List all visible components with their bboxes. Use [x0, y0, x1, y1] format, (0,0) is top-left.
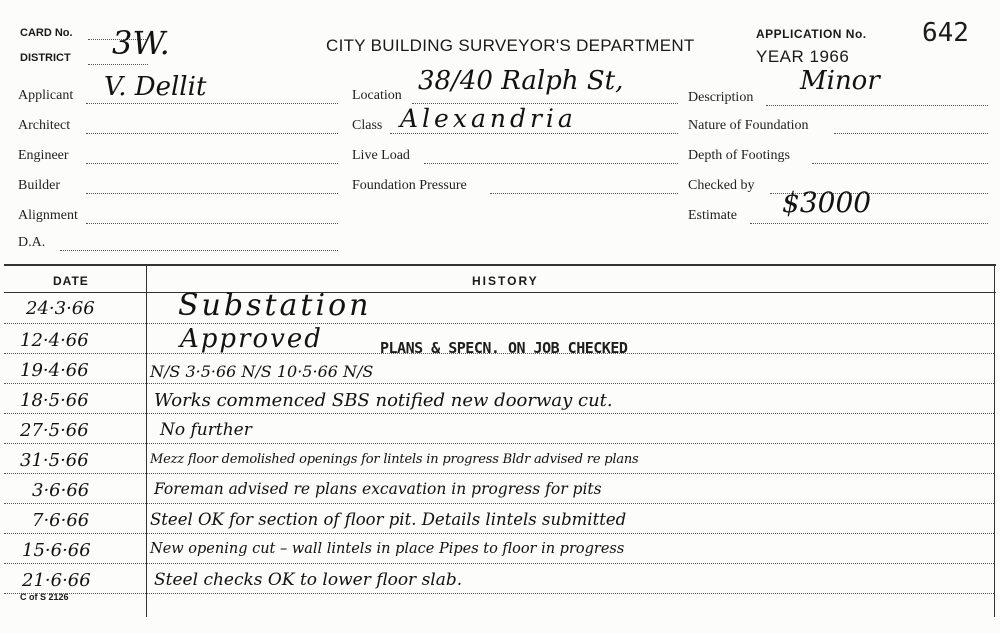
- da-line: [60, 250, 338, 251]
- history-row: [0, 414, 1000, 444]
- class-label: Class: [352, 118, 383, 133]
- foundation-pressure-label: Foundation Pressure: [352, 178, 467, 193]
- district-value: 3W.: [112, 24, 170, 62]
- history-row: [0, 564, 1000, 594]
- description-value: Minor: [800, 66, 880, 96]
- applicant-label: Applicant: [18, 88, 74, 103]
- history-row: [0, 354, 1000, 384]
- history-entry: Substation: [178, 288, 372, 323]
- history-entry: Approved: [180, 324, 323, 354]
- live-load-line: [424, 163, 678, 164]
- builder-line: [86, 193, 338, 194]
- history-entry: Works commenced SBS notified new doorway cut.: [154, 390, 613, 411]
- history-row: [0, 504, 1000, 534]
- history-entry: New opening cut – wall lintels in place Pipes to floor in progress: [150, 541, 625, 557]
- history-entry: N/S 3·5·66 N/S 10·5·66 N/S: [150, 362, 374, 381]
- checked-by-label: Checked by: [688, 178, 755, 193]
- history-row: [0, 444, 1000, 474]
- history-stamp: PLANS & SPECN. ON JOB CHECKED: [380, 339, 628, 357]
- history-date: 27·5·66: [20, 420, 89, 441]
- live-load-label: Live Load: [352, 148, 410, 163]
- engineer-line: [86, 163, 338, 164]
- nature-of-foundation-label: Nature of Foundation: [688, 118, 809, 133]
- district-label: DISTRICT: [20, 52, 71, 64]
- date-header: DATE: [53, 274, 89, 288]
- row-rule: [4, 593, 994, 594]
- da-label: D.A.: [18, 235, 46, 250]
- depth-of-footings-line: [812, 163, 988, 164]
- history-date: 18·5·66: [20, 390, 89, 411]
- builder-label: Builder: [18, 178, 60, 193]
- estimate-line: [750, 223, 988, 224]
- alignment-label: Alignment: [18, 208, 78, 223]
- history-header-rule: [4, 292, 996, 293]
- history-entry: Mezz floor demolished openings for lintels in progress Bldr advised re plans: [150, 452, 639, 467]
- history-date: 31·5·66: [20, 450, 89, 471]
- history-header: HISTORY: [472, 274, 539, 288]
- alignment-line: [86, 223, 338, 224]
- history-date: 19·4·66: [20, 360, 89, 381]
- location-label: Location: [352, 88, 402, 103]
- history-row: [0, 288, 1000, 324]
- description-label: Description: [688, 90, 754, 105]
- applicant-line: [86, 103, 338, 104]
- estimate-value: $3000: [782, 186, 872, 219]
- district-line: [88, 64, 148, 65]
- department-title: CITY BUILDING SURVEYOR'S DEPARTMENT: [326, 36, 695, 55]
- applicant-value: V. Dellit: [104, 72, 207, 102]
- history-date: 3·6·66: [32, 480, 90, 501]
- class-line: [390, 133, 678, 134]
- history-top-rule: [4, 264, 996, 266]
- form-number: C of S 2126: [20, 592, 69, 602]
- history-entry: Foreman advised re plans excavation in progress for pits: [154, 480, 602, 498]
- history-entry: No further: [160, 420, 252, 440]
- location-value: 38/40 Ralph St,: [418, 66, 624, 96]
- history-row: [0, 324, 1000, 357]
- description-line: [766, 105, 988, 106]
- foundation-pressure-line: [490, 193, 678, 194]
- history-entry: Steel OK for section of floor pit. Details lintels submitted: [150, 510, 627, 529]
- year-label: YEAR 1966: [756, 47, 850, 66]
- history-row: [0, 534, 1000, 564]
- card-no-label: CARD No.: [20, 27, 73, 39]
- history-entry: Steel checks OK to lower floor slab.: [154, 570, 463, 590]
- history-date: 24·3·66: [26, 298, 95, 319]
- history-row: [0, 384, 1000, 414]
- history-row: [0, 474, 1000, 504]
- class-value: Alexandria: [400, 104, 577, 133]
- history-date: 12·4·66: [20, 330, 89, 351]
- history-date: 21·6·66: [22, 570, 91, 591]
- architect-label: Architect: [18, 118, 71, 133]
- history-date: 15·6·66: [22, 540, 91, 561]
- application-number: 642: [922, 18, 969, 48]
- depth-of-footings-label: Depth of Footings: [688, 148, 790, 163]
- architect-line: [86, 133, 338, 134]
- engineer-label: Engineer: [18, 148, 69, 163]
- nature-of-foundation-line: [834, 133, 988, 134]
- estimate-label: Estimate: [688, 208, 737, 223]
- history-date: 7·6·66: [32, 510, 90, 531]
- application-label: APPLICATION No.: [756, 27, 867, 41]
